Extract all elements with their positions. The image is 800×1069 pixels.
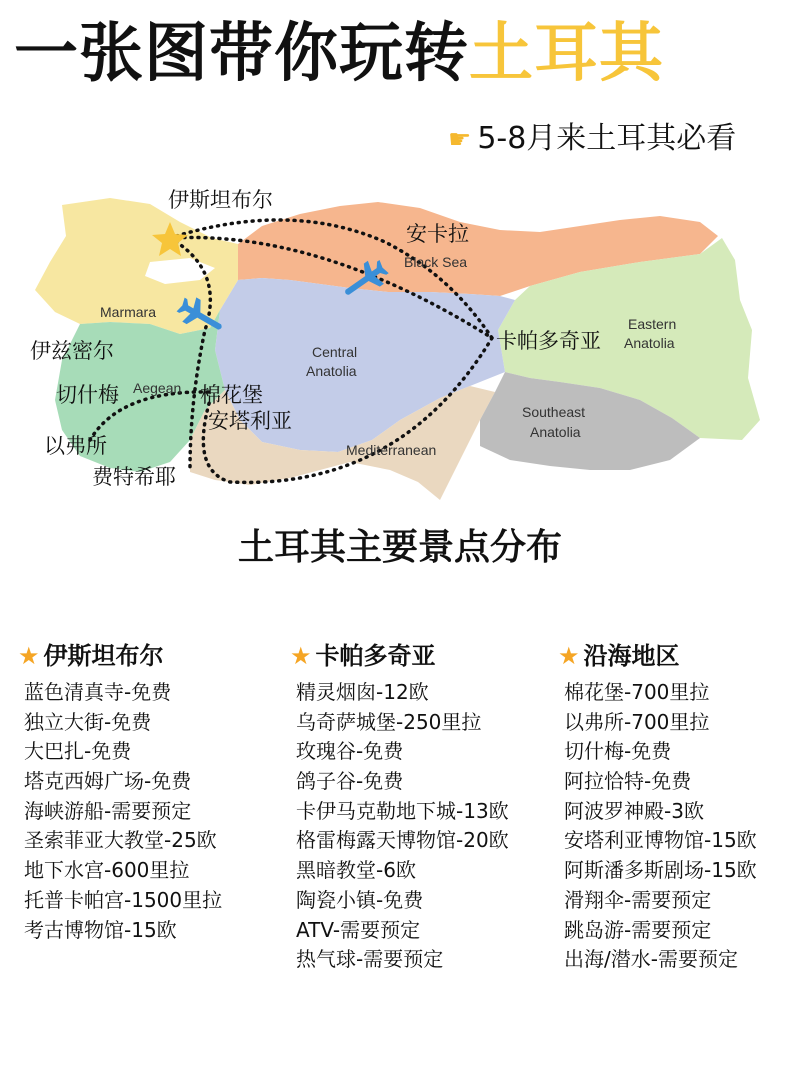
list-item: 地下水宫-600里拉 [24, 858, 190, 883]
column-istanbul [18, 638, 222, 945]
star-icon: ★ [558, 642, 580, 670]
list-item: 黑暗教堂-6欧 [296, 858, 416, 883]
region-label-southeast-1: Southeast [522, 404, 586, 420]
city-label-antalya: 安塔利亚 [208, 409, 292, 433]
list-item: 独立大街-免费 [24, 709, 152, 734]
city-label-cappadocia: 卡帕多奇亚 [496, 329, 601, 353]
title-main: 一张图带你玩转 [14, 17, 469, 91]
city-label-istanbul: 伊斯坦布尔 [168, 188, 273, 212]
column-heading-label: 卡帕多奇亚 [315, 642, 436, 670]
list-item: 考古博物馆-15欧 [24, 917, 177, 942]
list-item: 乌奇萨城堡-250里拉 [296, 709, 482, 734]
list-item: 大巴扎-免费 [24, 739, 132, 764]
city-label-ankara: 安卡拉 [406, 222, 469, 246]
region-label-marmara: Marmara [100, 304, 157, 320]
region-label-central-1: Central [312, 344, 358, 360]
list-item: 圣索菲亚大教堂-25欧 [24, 828, 217, 853]
attraction-list [558, 678, 757, 975]
list-item: 跳岛游-需要预定 [564, 917, 712, 942]
column-heading [18, 638, 222, 678]
list-item: 卡伊马克勒地下城-13欧 [296, 798, 509, 823]
list-item: 阿波罗神殿-3欧 [564, 798, 704, 823]
city-label-izmir: 伊兹密尔 [30, 339, 114, 363]
turkey-map [0, 0, 800, 520]
list-item: 塔克西姆广场-免费 [24, 769, 192, 794]
attraction-list [18, 678, 222, 945]
column-heading-label: 沿海地区 [583, 642, 680, 670]
region-label-aegean: Aegean [133, 380, 182, 396]
city-label-fethiye: 费特希耶 [92, 465, 176, 489]
region-label-eastern-2: Anatolia [624, 335, 675, 351]
city-label-ephesus: 以弗所 [44, 434, 107, 458]
list-item: 棉花堡-700里拉 [564, 680, 710, 704]
list-item: 玫瑰谷-免费 [296, 739, 404, 764]
city-label-cesme: 切什梅 [56, 383, 119, 407]
list-item: 陶瓷小镇-免费 [296, 887, 424, 912]
star-icon: ★ [290, 642, 312, 670]
region-label-southeast-2: Anatolia [530, 424, 581, 440]
pointing-hand-icon: ☛ [448, 125, 472, 155]
list-item: 托普卡帕宫-1500里拉 [24, 887, 223, 912]
region-label-black-sea: Black Sea [404, 254, 468, 270]
city-label-pamukkale: 棉花堡 [200, 383, 263, 407]
list-item: 阿斯潘多斯剧场-15欧 [564, 858, 757, 883]
title-highlight: 土耳其 [469, 17, 664, 91]
list-item: 滑翔伞-需要预定 [564, 887, 712, 912]
list-item: 蓝色清真寺-免费 [24, 680, 172, 704]
region-label-central-2: Anatolia [306, 363, 357, 379]
list-item: 安塔利亚博物馆-15欧 [564, 828, 757, 853]
column-heading [558, 638, 757, 678]
column-heading-label: 伊斯坦布尔 [43, 642, 164, 670]
list-item: 以弗所-700里拉 [564, 709, 710, 734]
list-item: 出海/潜水-需要预定 [564, 947, 738, 972]
list-item: 格雷梅露天博物馆-20欧 [296, 828, 509, 853]
region-label-mediterranean: Mediterranean [346, 442, 437, 458]
list-item: ATV-需要预定 [296, 917, 421, 942]
subtitle-text: 5-8月来土耳其必看 [477, 121, 737, 156]
list-item: 鸽子谷-免费 [296, 769, 404, 794]
column-coastal [558, 638, 757, 975]
column-heading [290, 638, 509, 678]
star-icon: ★ [18, 642, 40, 670]
list-item: 阿拉恰特-免费 [564, 769, 692, 794]
section-title: 土耳其主要景点分布 [237, 527, 562, 568]
attraction-list [290, 678, 509, 975]
list-item: 切什梅-免费 [564, 739, 672, 764]
list-item: 海峡游船-需要预定 [24, 798, 192, 823]
column-cappadocia [290, 638, 509, 975]
list-item: 热气球-需要预定 [296, 947, 444, 972]
region-label-eastern-1: Eastern [628, 316, 677, 332]
list-item: 精灵烟囱-12欧 [296, 680, 429, 704]
